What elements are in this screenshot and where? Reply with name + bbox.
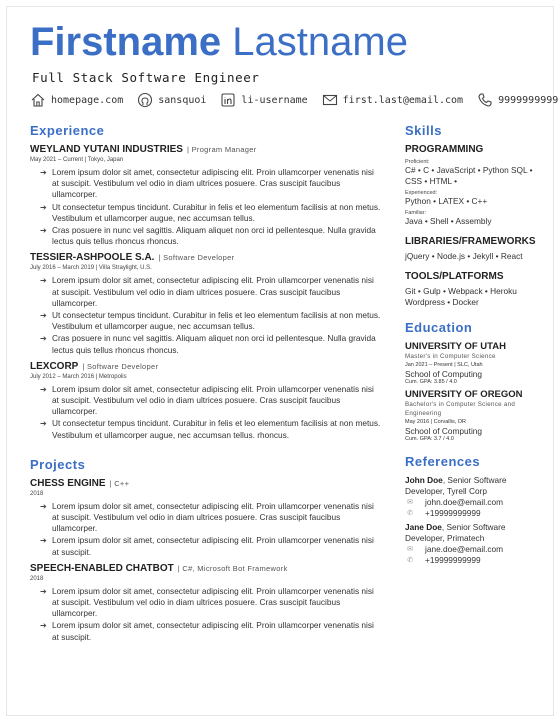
project-entry — [30, 563, 382, 643]
company-name: LEXCORP — [30, 360, 79, 372]
bullet-item: ➔ Lorem ipsum dolor sit amet, consectetur adipiscing elit. Proin ullamcorper venenatis nisi at suscipit. Vestibulum vel odio in diam ultrices posuere. Cras suscipit faucibus ullamcorper. — [40, 167, 374, 200]
degree: Bachelor's in Computer Science and Engineering — [405, 401, 516, 417]
bullet-item: ➔ Lorem ipsum dolor sit amet, consectetur adipiscing elit. Proin ullamcorper venenatis nisi at suscipit. Vestibulum vel odio in diam ultrices posuere. Cras suscipit faucibus ullamcorper. — [40, 500, 374, 534]
bullet-item: ➔ Lorem ipsum dolor sit amet, consectetur adipiscing elit. Proin ullamcorper venenatis nisi at suscipit. — [40, 535, 374, 557]
programming-heading: PROGRAMMING — [405, 144, 484, 155]
mail-icon: ✉ — [407, 546, 413, 553]
bullet-item: ➔ Ut consectetur tempus tincidunt. Curabitur in felis et leo elementum facilisis at non metus. Vestibulum et ullamcorper augue, nec accumsan tellus. — [40, 310, 381, 332]
degree: Master's in Computer Science — [405, 353, 496, 360]
reference-name: Jane Doe — [405, 522, 442, 532]
homepage-text: homepage.com — [51, 94, 124, 106]
phone-text: 9999999999 — [498, 94, 559, 106]
contact-homepage[interactable] — [30, 92, 123, 108]
left-column — [30, 123, 382, 648]
projects-heading: Projects — [30, 456, 86, 472]
education-dates: Jan 2021 – Present | SLC, Utah — [405, 362, 483, 368]
job-dates: July 2016 – March 2019 | Villa Straylight, U.S. — [30, 265, 152, 272]
phone-icon: ✆ — [407, 510, 413, 517]
school-name: School of Computing — [405, 369, 483, 379]
full-name — [30, 20, 408, 64]
bullet-item: ➔ Cras posuere in nunc vel sagittis. Aliquam aliquet non orci id pellentesque. Nulla gravida lectus quis tellus rhoncus rhoncus. — [40, 225, 376, 247]
skill-list: Python • LATEX • C++ — [405, 196, 488, 206]
reference-name: John Doe — [405, 475, 443, 485]
bullet-item: ➔ Ut consectetur tempus tincidunt. Curabitur in felis et leo elementum facilisis at non metus. Vestibulum et ullamcorper augue, nec accumsan tellus. — [40, 201, 381, 223]
project-tech: | C#, Microsoft Bot Framework — [177, 563, 288, 573]
home-icon — [30, 92, 46, 108]
right-column — [405, 123, 535, 566]
reference-email[interactable]: ✉ john.doe@email.com — [405, 497, 535, 508]
last-name: Lastname — [232, 20, 408, 64]
university-name: UNIVERSITY OF OREGON — [405, 389, 523, 400]
experience-entry — [30, 361, 382, 441]
job-role: | Software Developer — [158, 253, 235, 263]
reference-phone[interactable]: ✆ +19999999999 — [405, 508, 535, 519]
bullet-item: ➔ Cras posuere in nunc vel sagittis. Aliquam aliquet non orci id pellentesque. Nulla gravida lectus quis tellus rhoncus rhoncus. — [40, 333, 376, 355]
skills-heading: Skills — [405, 123, 442, 138]
skill-level-label: Proficient: — [405, 159, 430, 165]
project-tech: | C++ — [109, 478, 130, 488]
project-name: CHESS ENGINE — [30, 477, 106, 489]
university-name: UNIVERSITY OF UTAH — [405, 341, 506, 352]
bullet-item: ➔ Lorem ipsum dolor sit amet, consectetur adipiscing elit. Proin ullamcorper venenatis nisi at suscipit. Vestibulum vel odio in diam ultrices posuere. Cras suscipit faucibus ullamcorper. — [40, 275, 374, 308]
contact-bar — [30, 92, 560, 108]
experience-heading: Experience — [30, 123, 105, 138]
bullet-item: ➔ Lorem ipsum dolor sit amet, consectetur adipiscing elit. Proin ullamcorper venenatis nisi at suscipit. Vestibulum vel odio in diam ultrices posuere. Cras suscipit faucibus ullamcorper. — [40, 383, 374, 417]
linkedin-icon — [220, 92, 236, 108]
bullet-item: ➔ Ut consectetur tempus tincidunt. Curabitur in felis et leo elementum facilisis at non metus. Vestibulum et ullamcorper augue, nec accumsan tellus. rhoncus. — [40, 418, 381, 440]
mail-icon — [322, 92, 338, 108]
github-text: sansquoi — [158, 94, 207, 106]
company-name: WEYLAND YUTANI INDUSTRIES — [30, 144, 183, 155]
bullet-item: ➔ Lorem ipsum dolor sit amet, consectetur adipiscing elit. Proin ullamcorper venenatis nisi at suscipit. — [40, 620, 374, 642]
github-icon — [137, 92, 153, 108]
gpa: Cum. GPA: 3.7 / 4.0 — [405, 436, 454, 442]
job-role: | Software Developer — [82, 361, 159, 371]
experience-entry — [30, 252, 382, 355]
libraries-heading: LIBRARIES/FRAMEWORKS — [405, 236, 536, 247]
skill-level-label: Experienced: — [405, 190, 438, 196]
first-name: Firstname — [30, 20, 222, 64]
phone-icon — [477, 92, 493, 108]
contact-email[interactable] — [322, 92, 463, 108]
gpa: Cum. GPA: 3.85 / 4.0 — [405, 379, 457, 385]
reference-entry — [405, 522, 535, 544]
reference-desc: , Senior Software Developer, Primatech — [405, 522, 506, 543]
reference-desc: , Senior Software Developer, Tyrell Corp — [405, 475, 507, 496]
contact-linkedin[interactable] — [220, 92, 307, 108]
mail-icon: ✉ — [407, 499, 413, 506]
company-name: TESSIER-ASHPOOLE S.A. — [30, 252, 155, 264]
job-dates: May 2021 – Current | Tokyo, Japan — [30, 157, 124, 163]
phone-icon: ✆ — [407, 557, 413, 564]
contact-github[interactable] — [137, 92, 206, 108]
education-dates: May 2016 | Corvallis, OR — [405, 419, 467, 425]
project-year: 2018 — [30, 490, 44, 497]
experience-entry — [30, 144, 382, 247]
reference-email[interactable]: ✉ jane.doe@email.com — [405, 544, 535, 555]
linkedin-text: li-username — [241, 94, 308, 106]
job-dates: July 2012 – March 2016 | Metropolis — [30, 373, 127, 380]
job-title: Full Stack Software Engineer — [32, 70, 260, 85]
school-name: School of Computing — [405, 426, 483, 436]
project-year: 2018 — [30, 575, 44, 582]
tools-heading: TOOLS/PLATFORMS — [405, 271, 504, 282]
project-name: SPEECH-ENABLED CHATBOT — [30, 562, 174, 574]
education-heading: Education — [405, 320, 473, 335]
tools-list: Git • Gulp • Webpack • Heroku Wordpress • Docker — [405, 286, 517, 307]
bullet-item: ➔ Lorem ipsum dolor sit amet, consectetur adipiscing elit. Proin ullamcorper venenatis nisi at suscipit. Vestibulum vel odio in diam ultrices posuere. Cras suscipit faucibus ullamcorper. — [40, 585, 374, 619]
reference-entry — [405, 475, 535, 497]
job-role: | Program Manager — [186, 145, 257, 154]
libraries-list: jQuery • Node.js • Jekyll • React — [405, 251, 523, 261]
contact-phone[interactable] — [477, 92, 558, 108]
references-heading: References — [405, 454, 481, 469]
skill-list: Java • Shell • Assembly — [405, 216, 492, 226]
skill-level-label: Familiar: — [405, 210, 427, 216]
email-text: first.last@email.com — [342, 94, 464, 106]
reference-phone[interactable]: ✆ +19999999999 — [405, 555, 535, 566]
skill-list: C# • C • JavaScript • Python SQL • CSS • HTML • — [405, 165, 533, 186]
project-entry — [30, 478, 382, 558]
